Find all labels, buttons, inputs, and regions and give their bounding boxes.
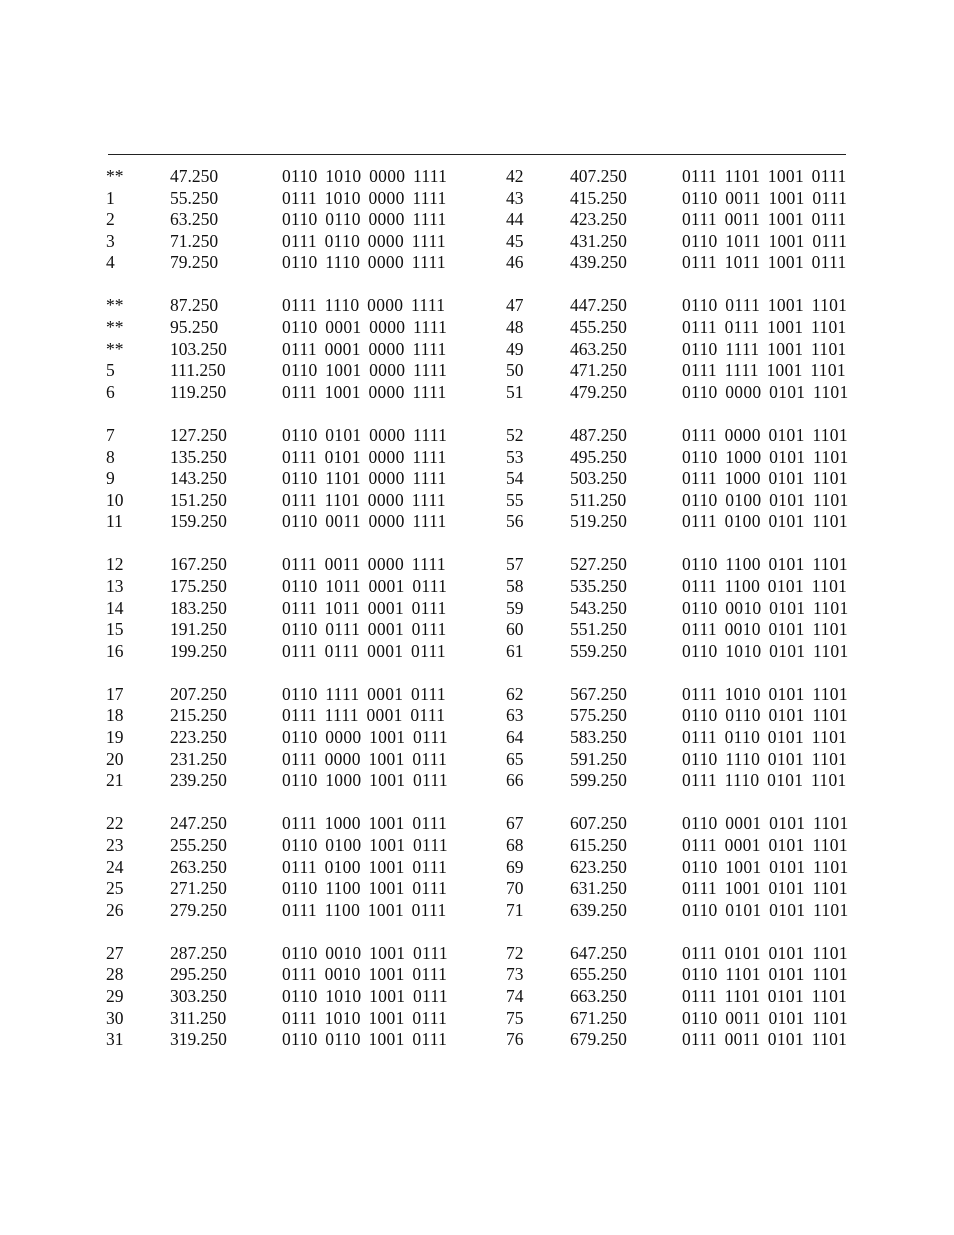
table-row xyxy=(106,857,448,879)
channel-cell: 5 xyxy=(106,360,115,381)
table-row-group xyxy=(506,166,849,274)
table-row xyxy=(106,986,448,1008)
code-cell: 0110 0000 1001 0111 xyxy=(282,727,448,748)
table-row xyxy=(506,490,849,512)
code-cell: 0111 1010 0101 1101 xyxy=(682,683,848,704)
channel-cell: 72 xyxy=(506,942,524,963)
frequency-cell: 199.250 xyxy=(170,640,227,661)
code-cell: 0111 1101 0101 1101 xyxy=(682,986,848,1006)
channel-cell: 69 xyxy=(506,856,524,877)
channel-cell: 73 xyxy=(506,964,524,985)
frequency-cell: 647.250 xyxy=(570,942,627,963)
table-row xyxy=(106,317,448,339)
channel-cell: 76 xyxy=(506,1029,524,1050)
table-row xyxy=(106,252,448,274)
channel-cell: 13 xyxy=(106,576,124,596)
table-row xyxy=(506,857,849,879)
table-row xyxy=(506,252,849,274)
table-row xyxy=(106,813,448,835)
table-row xyxy=(106,964,448,986)
frequency-cell: 503.250 xyxy=(570,468,627,489)
table-row xyxy=(106,727,448,749)
frequency-cell: 287.250 xyxy=(170,942,227,963)
frequency-cell: 663.250 xyxy=(570,986,627,1006)
frequency-cell: 559.250 xyxy=(570,640,627,661)
frequency-cell: 631.250 xyxy=(570,878,627,899)
table-row-group xyxy=(106,295,448,403)
table-row xyxy=(106,382,448,404)
table-row xyxy=(506,209,849,231)
table-row xyxy=(106,468,448,490)
code-cell: 0111 0111 0001 0111 xyxy=(282,640,446,661)
channel-cell: 66 xyxy=(506,770,524,791)
code-cell: 0111 0100 1001 0111 xyxy=(282,856,448,877)
frequency-cell: 479.250 xyxy=(570,381,627,402)
code-cell: 0110 0011 0000 1111 xyxy=(282,511,447,532)
frequency-cell: 271.250 xyxy=(170,878,227,899)
table-row xyxy=(506,1029,849,1051)
code-cell: 0110 1110 0101 1101 xyxy=(682,748,848,769)
frequency-cell: 71.250 xyxy=(170,230,219,251)
frequency-cell: 439.250 xyxy=(570,252,627,273)
code-cell: 0110 0101 0101 1101 xyxy=(682,899,849,920)
channel-cell: ** xyxy=(106,338,124,359)
channel-cell: 9 xyxy=(106,468,115,489)
code-cell: 0111 1101 0000 1111 xyxy=(282,489,446,510)
frequency-cell: 215.250 xyxy=(170,705,227,726)
code-cell: 0110 0101 0000 1111 xyxy=(282,424,448,445)
frequency-cell: 103.250 xyxy=(170,338,227,359)
table-row xyxy=(506,986,849,1008)
code-cell: 0111 0000 0101 1101 xyxy=(682,424,848,445)
frequency-cell: 599.250 xyxy=(570,770,627,791)
channel-cell: 75 xyxy=(506,1007,524,1028)
channel-cell: ** xyxy=(106,317,124,338)
table-row xyxy=(106,878,448,900)
code-cell: 0111 1110 0101 1101 xyxy=(682,770,847,791)
channel-cell: 71 xyxy=(506,899,524,920)
channel-cell: 11 xyxy=(106,511,123,532)
left-table-column xyxy=(106,166,448,1072)
channel-cell: 43 xyxy=(506,187,524,208)
channel-cell: 45 xyxy=(506,230,524,251)
frequency-cell: 263.250 xyxy=(170,856,227,877)
code-cell: 0110 0001 0101 1101 xyxy=(682,813,849,834)
channel-cell: 3 xyxy=(106,230,115,251)
table-row xyxy=(106,490,448,512)
channel-cell: 65 xyxy=(506,748,524,769)
table-row xyxy=(506,770,849,792)
code-cell: 0110 1100 1001 0111 xyxy=(282,878,448,899)
table-row xyxy=(506,317,849,339)
channel-cell: 14 xyxy=(106,597,124,618)
channel-cell: 29 xyxy=(106,986,124,1006)
table-row xyxy=(106,209,448,231)
frequency-cell: 223.250 xyxy=(170,727,227,748)
table-row xyxy=(506,425,849,447)
frequency-cell: 415.250 xyxy=(570,187,627,208)
frequency-cell: 135.250 xyxy=(170,446,227,467)
channel-cell: 64 xyxy=(506,727,524,748)
table-row xyxy=(106,749,448,771)
code-cell: 0110 1111 1001 1101 xyxy=(682,338,847,359)
code-cell: 0111 1010 1001 0111 xyxy=(282,1007,448,1028)
code-cell: 0111 0101 0000 1111 xyxy=(282,446,447,467)
frequency-cell: 231.250 xyxy=(170,748,227,769)
channel-cell: 52 xyxy=(506,424,524,445)
code-cell: 0110 1111 0001 0111 xyxy=(282,683,446,704)
code-cell: 0110 0100 1001 0111 xyxy=(282,834,448,855)
channel-cell: 25 xyxy=(106,878,124,899)
channel-cell: 59 xyxy=(506,597,524,618)
table-row xyxy=(106,598,448,620)
table-row xyxy=(106,231,448,253)
channel-cell: 30 xyxy=(106,1007,124,1028)
frequency-cell: 423.250 xyxy=(570,209,627,230)
frequency-cell: 575.250 xyxy=(570,705,627,726)
code-cell: 0111 1101 1001 0111 xyxy=(682,166,847,186)
code-cell: 0110 1100 0101 1101 xyxy=(682,554,848,575)
channel-cell: 10 xyxy=(106,489,124,510)
channel-cell: 6 xyxy=(106,381,115,402)
frequency-cell: 511.250 xyxy=(570,489,627,510)
channel-cell: 54 xyxy=(506,468,524,489)
table-row-group xyxy=(106,684,448,792)
frequency-cell: 87.250 xyxy=(170,295,219,316)
channel-cell: 53 xyxy=(506,446,524,467)
frequency-cell: 167.250 xyxy=(170,554,227,575)
table-row xyxy=(506,576,849,598)
code-cell: 0110 1000 1001 0111 xyxy=(282,770,448,791)
table-row xyxy=(506,749,849,771)
table-row xyxy=(106,166,448,188)
channel-cell: 57 xyxy=(506,554,524,575)
frequency-cell: 431.250 xyxy=(570,230,627,251)
code-cell: 0111 1110 0000 1111 xyxy=(282,295,446,316)
frequency-cell: 63.250 xyxy=(170,209,219,230)
table-row xyxy=(506,1008,849,1030)
frequency-cell: 295.250 xyxy=(170,964,227,985)
code-cell: 0111 0101 0101 1101 xyxy=(682,942,848,963)
code-cell: 0111 1100 0101 1101 xyxy=(682,576,848,596)
frequency-cell: 95.250 xyxy=(170,317,219,338)
frequency-cell: 407.250 xyxy=(570,166,627,186)
channel-cell: 27 xyxy=(106,942,124,963)
channel-cell: 50 xyxy=(506,360,524,381)
table-row xyxy=(506,360,849,382)
table-row xyxy=(506,598,849,620)
table-row xyxy=(506,727,849,749)
table-row xyxy=(106,943,448,965)
code-cell: 0110 1001 0101 1101 xyxy=(682,856,849,877)
frequency-cell: 607.250 xyxy=(570,813,627,834)
table-row-group xyxy=(506,684,849,792)
table-row xyxy=(106,1029,448,1051)
channel-cell: 60 xyxy=(506,619,524,640)
frequency-cell: 567.250 xyxy=(570,683,627,704)
frequency-cell: 655.250 xyxy=(570,964,627,985)
table-row-group xyxy=(506,943,849,1051)
code-cell: 0110 1101 0101 1101 xyxy=(682,964,848,985)
channel-cell: 63 xyxy=(506,705,524,726)
channel-cell: 4 xyxy=(106,252,115,273)
code-cell: 0110 0110 0000 1111 xyxy=(282,209,447,230)
table-row xyxy=(106,511,448,533)
table-row xyxy=(506,382,849,404)
table-row xyxy=(106,295,448,317)
frequency-cell: 119.250 xyxy=(170,381,227,402)
table-row-group xyxy=(506,813,849,921)
code-cell: 0111 1011 0001 0111 xyxy=(282,597,447,618)
channel-cell: 22 xyxy=(106,813,124,834)
code-cell: 0110 1101 0000 1111 xyxy=(282,468,447,489)
frequency-cell: 159.250 xyxy=(170,511,227,532)
channel-cell: 55 xyxy=(506,489,524,510)
table-row xyxy=(106,705,448,727)
table-top-rule xyxy=(108,154,846,155)
code-cell: 0111 0011 0000 1111 xyxy=(282,554,446,575)
channel-cell: 21 xyxy=(106,770,124,791)
table-row xyxy=(506,468,849,490)
table-row-group xyxy=(506,295,849,403)
code-cell: 0110 0011 1001 0111 xyxy=(682,187,848,208)
frequency-cell: 191.250 xyxy=(170,619,227,640)
table-row xyxy=(506,447,849,469)
frequency-cell: 311.250 xyxy=(170,1007,227,1028)
frequency-cell: 319.250 xyxy=(170,1029,227,1050)
channel-cell: 74 xyxy=(506,986,524,1006)
frequency-cell: 79.250 xyxy=(170,252,219,273)
code-cell: 0111 0001 0101 1101 xyxy=(682,834,848,855)
code-cell: 0110 1011 0001 0111 xyxy=(282,576,448,596)
table-row xyxy=(106,900,448,922)
channel-cell: 44 xyxy=(506,209,524,230)
channel-cell: 7 xyxy=(106,424,115,445)
code-cell: 0110 0111 0001 0111 xyxy=(282,619,447,640)
channel-cell: 18 xyxy=(106,705,124,726)
frequency-cell: 47.250 xyxy=(170,166,219,186)
code-cell: 0111 1000 1001 0111 xyxy=(282,813,448,834)
channel-cell: 28 xyxy=(106,964,124,985)
code-cell: 0110 0011 0101 1101 xyxy=(682,1007,848,1028)
table-row xyxy=(106,576,448,598)
code-cell: 0110 1010 1001 0111 xyxy=(282,986,448,1006)
code-cell: 0111 1111 1001 1101 xyxy=(682,360,846,381)
code-cell: 0110 0000 0101 1101 xyxy=(682,381,849,402)
table-row-group xyxy=(106,166,448,274)
code-cell: 0111 1000 0101 1101 xyxy=(682,468,848,489)
frequency-cell: 183.250 xyxy=(170,597,227,618)
frequency-cell: 303.250 xyxy=(170,986,227,1006)
code-cell: 0111 0010 1001 0111 xyxy=(282,964,448,985)
table-row xyxy=(506,813,849,835)
frequency-cell: 55.250 xyxy=(170,187,219,208)
frequency-cell: 535.250 xyxy=(570,576,627,596)
table-row-group xyxy=(506,425,849,533)
table-row xyxy=(506,943,849,965)
code-cell: 0111 1010 0000 1111 xyxy=(282,187,447,208)
channel-cell: 1 xyxy=(106,187,115,208)
table-row xyxy=(506,554,849,576)
channel-cell: 2 xyxy=(106,209,115,230)
frequency-cell: 679.250 xyxy=(570,1029,627,1050)
channel-cell: 67 xyxy=(506,813,524,834)
channel-cell: 16 xyxy=(106,640,124,661)
table-row xyxy=(506,641,849,663)
frequency-cell: 551.250 xyxy=(570,619,627,640)
table-row xyxy=(506,619,849,641)
frequency-cell: 111.250 xyxy=(170,360,226,381)
frequency-cell: 151.250 xyxy=(170,489,227,510)
table-row xyxy=(506,511,849,533)
table-row xyxy=(106,619,448,641)
frequency-cell: 487.250 xyxy=(570,424,627,445)
code-cell: 0110 1010 0101 1101 xyxy=(682,640,849,661)
channel-cell: 15 xyxy=(106,619,124,640)
table-row-group xyxy=(106,554,448,662)
table-row xyxy=(506,339,849,361)
frequency-cell: 447.250 xyxy=(570,295,627,316)
table-row xyxy=(506,684,849,706)
table-row xyxy=(106,1008,448,1030)
code-cell: 0111 0001 0000 1111 xyxy=(282,338,447,359)
frequency-cell: 519.250 xyxy=(570,511,627,532)
code-cell: 0111 0111 1001 1101 xyxy=(682,317,847,338)
channel-cell: 12 xyxy=(106,554,124,575)
code-cell: 0110 1011 1001 0111 xyxy=(682,230,848,251)
channel-cell: 31 xyxy=(106,1029,124,1050)
table-row xyxy=(506,166,849,188)
code-cell: 0111 0100 0101 1101 xyxy=(682,511,848,532)
code-cell: 0110 1000 0101 1101 xyxy=(682,446,849,467)
frequency-cell: 471.250 xyxy=(570,360,627,381)
code-cell: 0111 0000 1001 0111 xyxy=(282,748,448,769)
frequency-cell: 639.250 xyxy=(570,899,627,920)
channel-cell: 61 xyxy=(506,640,524,661)
table-row xyxy=(106,188,448,210)
table-row xyxy=(506,878,849,900)
code-cell: 0110 0010 0101 1101 xyxy=(682,597,849,618)
table-row-group xyxy=(106,425,448,533)
code-cell: 0110 0010 1001 0111 xyxy=(282,942,448,963)
frequency-cell: 615.250 xyxy=(570,834,627,855)
channel-cell: 49 xyxy=(506,338,524,359)
frequency-cell: 591.250 xyxy=(570,748,627,769)
table-row xyxy=(106,554,448,576)
channel-cell: 51 xyxy=(506,381,524,402)
table-row-group xyxy=(106,813,448,921)
code-cell: 0111 1111 0001 0111 xyxy=(282,705,446,726)
frequency-cell: 279.250 xyxy=(170,899,227,920)
frequency-cell: 543.250 xyxy=(570,597,627,618)
frequency-cell: 527.250 xyxy=(570,554,627,575)
table-row xyxy=(506,188,849,210)
table-row xyxy=(506,900,849,922)
frequency-cell: 143.250 xyxy=(170,468,227,489)
table-row xyxy=(106,447,448,469)
frequency-cell: 463.250 xyxy=(570,338,627,359)
code-cell: 0111 1011 1001 0111 xyxy=(682,252,847,273)
frequency-cell: 207.250 xyxy=(170,683,227,704)
table-row xyxy=(106,360,448,382)
table-row xyxy=(106,641,448,663)
channel-cell: 58 xyxy=(506,576,524,596)
table-row-group xyxy=(106,943,448,1051)
channel-cell: 47 xyxy=(506,295,524,316)
code-cell: 0111 1001 0000 1111 xyxy=(282,381,447,402)
code-cell: 0110 1010 0000 1111 xyxy=(282,166,448,186)
code-cell: 0110 0110 0101 1101 xyxy=(682,705,848,726)
channel-cell: 48 xyxy=(506,317,524,338)
code-cell: 0110 0100 0101 1101 xyxy=(682,489,849,510)
table-row xyxy=(506,295,849,317)
channel-cell: 19 xyxy=(106,727,124,748)
channel-cell: 56 xyxy=(506,511,524,532)
table-row xyxy=(106,684,448,706)
code-cell: 0111 0011 1001 0111 xyxy=(682,209,847,230)
frequency-cell: 455.250 xyxy=(570,317,627,338)
table-row xyxy=(106,425,448,447)
code-cell: 0111 0011 0101 1101 xyxy=(682,1029,848,1050)
code-cell: 0111 0010 0101 1101 xyxy=(682,619,848,640)
table-row-group xyxy=(506,554,849,662)
frequency-cell: 239.250 xyxy=(170,770,227,791)
table-row xyxy=(506,835,849,857)
code-cell: 0110 0110 1001 0111 xyxy=(282,1029,448,1050)
channel-cell: ** xyxy=(106,295,124,316)
channel-cell: 20 xyxy=(106,748,124,769)
channel-cell: 17 xyxy=(106,683,124,704)
frequency-cell: 583.250 xyxy=(570,727,627,748)
channel-cell: 23 xyxy=(106,834,124,855)
code-cell: 0110 0001 0000 1111 xyxy=(282,317,448,338)
channel-cell: 42 xyxy=(506,166,524,186)
frequency-cell: 247.250 xyxy=(170,813,227,834)
channel-cell: 26 xyxy=(106,899,124,920)
table-row xyxy=(106,339,448,361)
code-cell: 0111 0110 0101 1101 xyxy=(682,727,848,748)
table-row xyxy=(506,705,849,727)
code-cell: 0111 1001 0101 1101 xyxy=(682,878,848,899)
code-cell: 0110 0111 1001 1101 xyxy=(682,295,848,316)
channel-cell: 62 xyxy=(506,683,524,704)
frequency-cell: 623.250 xyxy=(570,856,627,877)
frequency-cell: 175.250 xyxy=(170,576,227,596)
code-cell: 0111 0110 0000 1111 xyxy=(282,230,446,251)
frequency-cell: 495.250 xyxy=(570,446,627,467)
channel-cell: 8 xyxy=(106,446,115,467)
code-cell: 0111 1100 1001 0111 xyxy=(282,899,447,920)
table-row xyxy=(106,770,448,792)
channel-cell: 70 xyxy=(506,878,524,899)
frequency-cell: 127.250 xyxy=(170,424,227,445)
table-row xyxy=(106,835,448,857)
table-row xyxy=(506,964,849,986)
channel-cell: 68 xyxy=(506,834,524,855)
frequency-cell: 255.250 xyxy=(170,834,227,855)
right-table-column xyxy=(506,166,849,1072)
code-cell: 0110 1110 0000 1111 xyxy=(282,252,446,273)
code-cell: 0110 1001 0000 1111 xyxy=(282,360,448,381)
frequency-cell: 671.250 xyxy=(570,1007,627,1028)
table-row xyxy=(506,231,849,253)
channel-cell: ** xyxy=(106,166,124,186)
channel-cell: 24 xyxy=(106,856,124,877)
channel-cell: 46 xyxy=(506,252,524,273)
